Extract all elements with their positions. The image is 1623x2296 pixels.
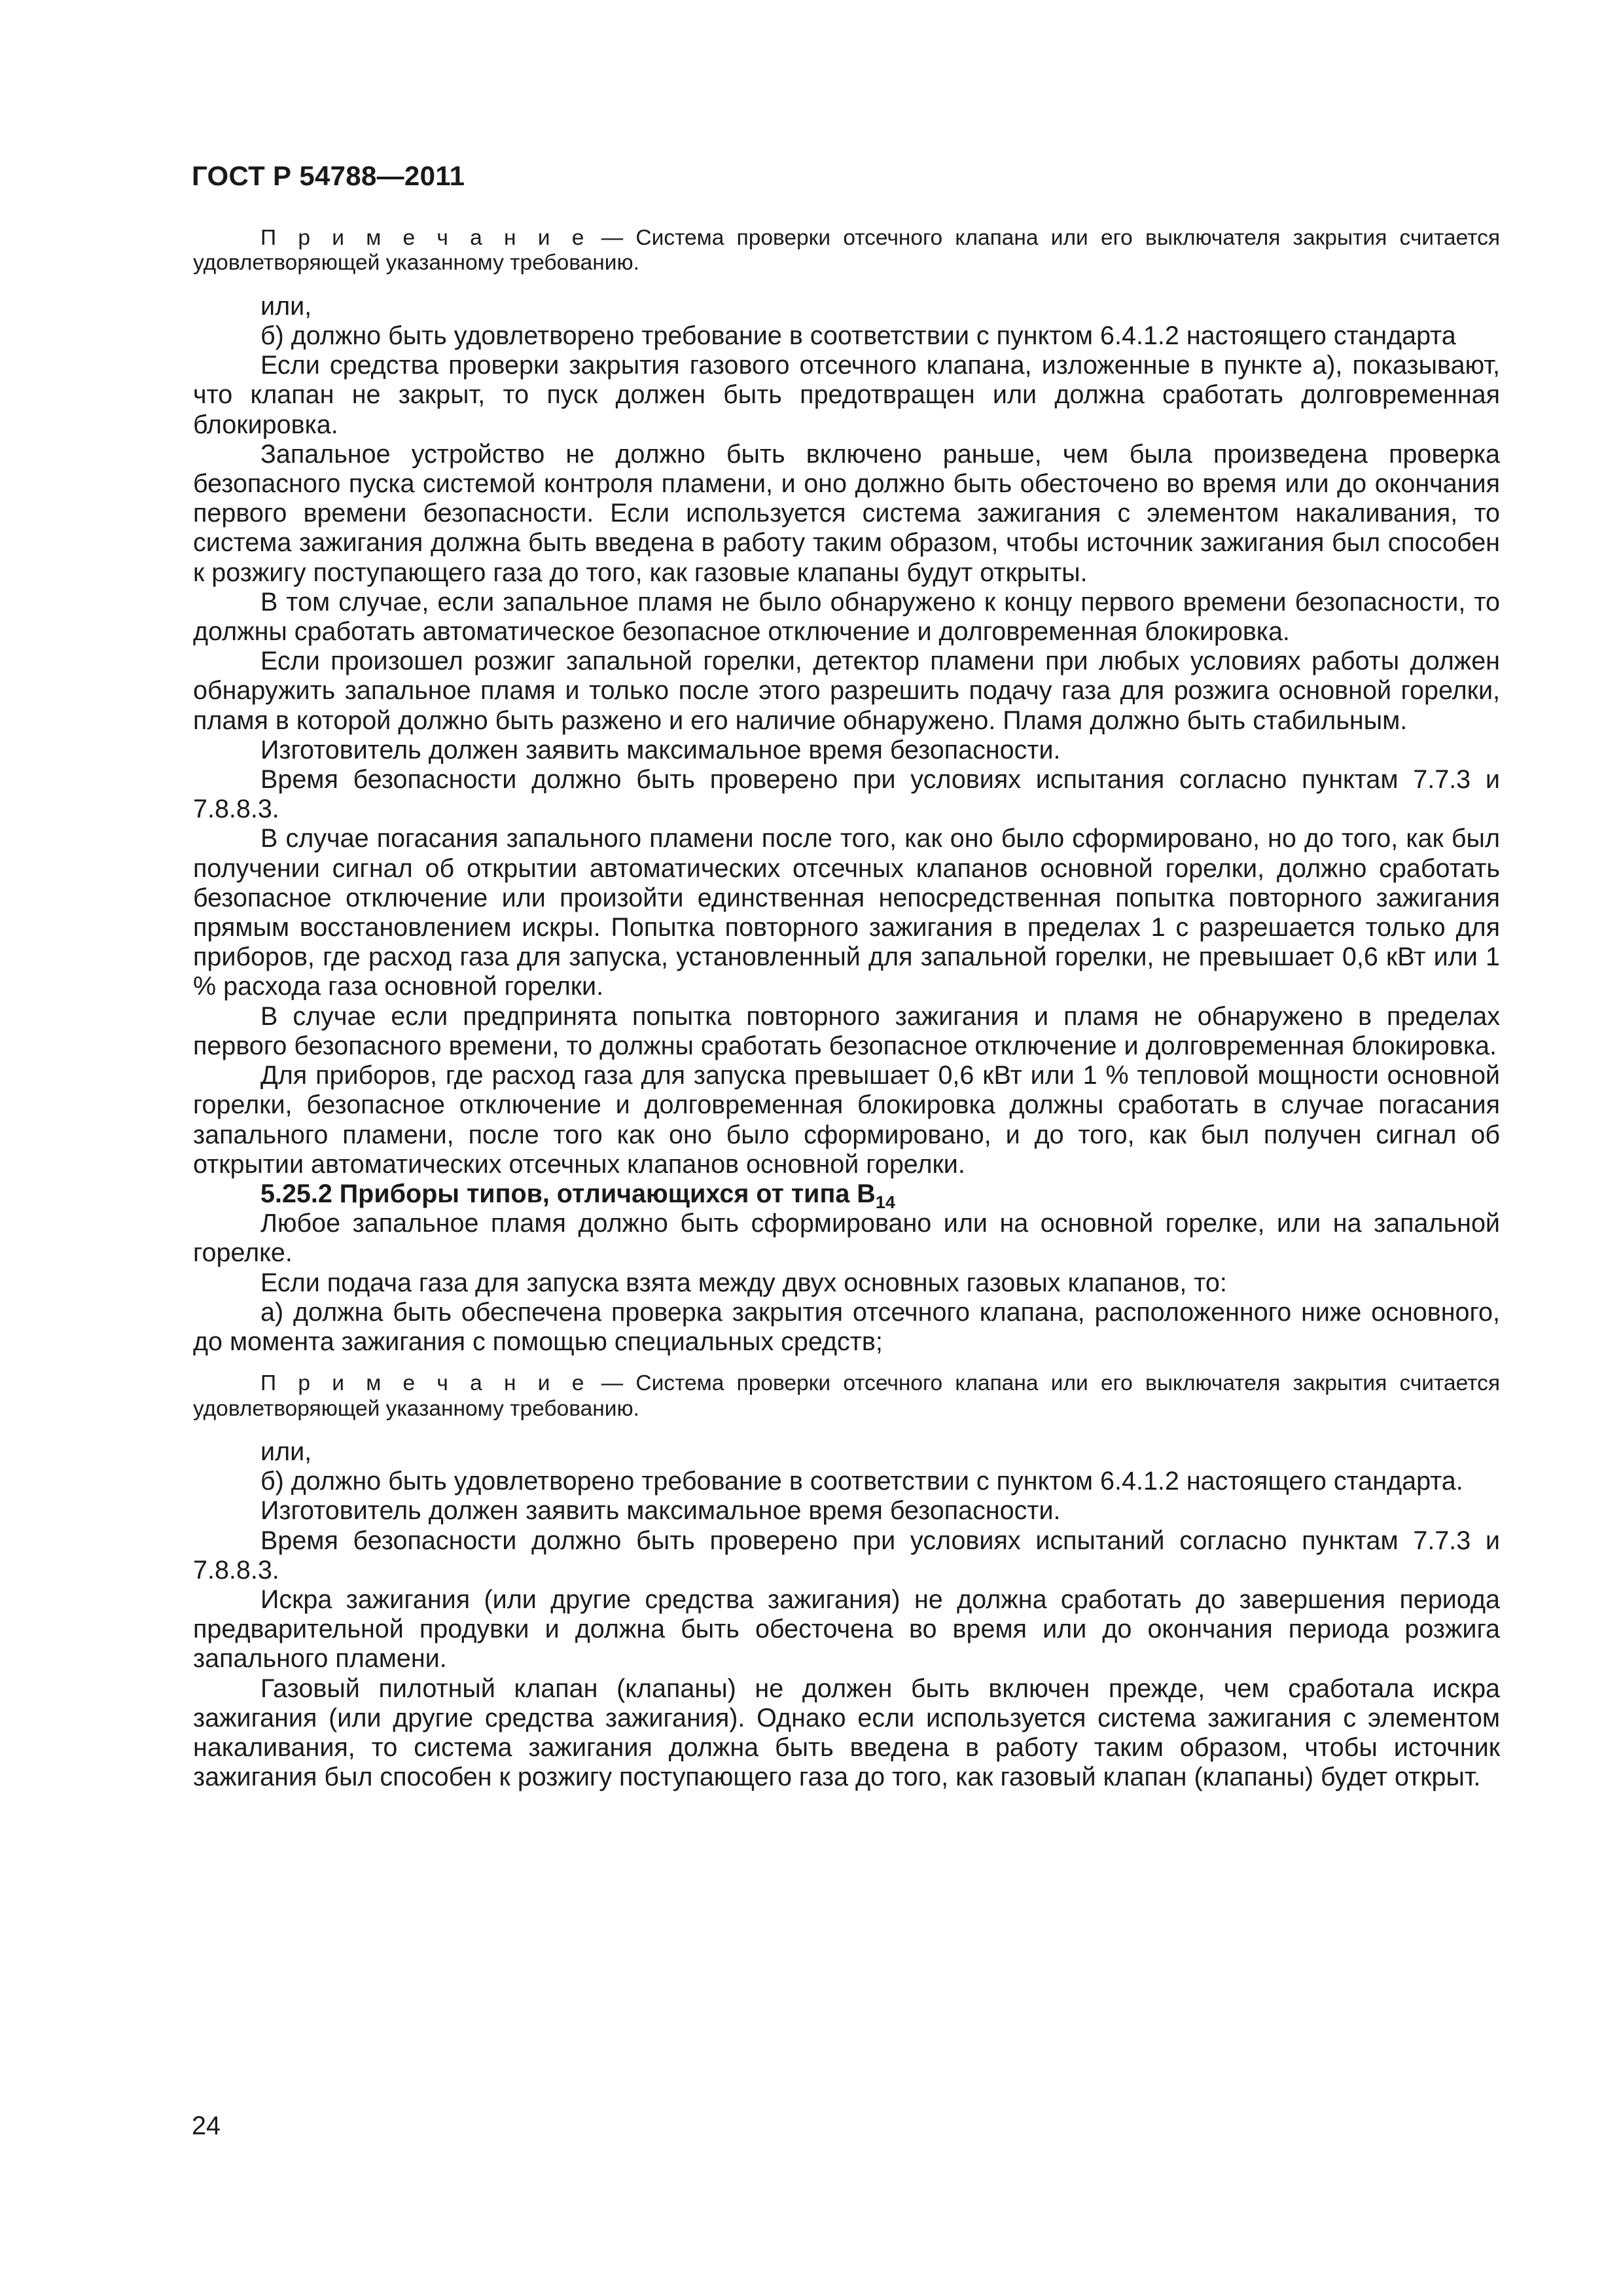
section-heading-text: 5.25.2 Приборы типов, отличающихся от типа В: [260, 1179, 876, 1208]
note-2-text: — Система проверки отсечного клапана или его выключателя закрытия считается удовлетворяющей указанному требованию.: [193, 1371, 1500, 1421]
paragraph-or-1: или,: [260, 291, 312, 321]
note-2-label: П р и м е ч а н и е: [260, 1371, 589, 1396]
paragraph-14: Время безопасности должно быть проверено при условиях испытаний согласно пунктам 7.7.3 и 7.8.8.3.: [193, 1526, 1500, 1585]
note-2: [193, 1371, 1500, 1422]
paragraph-13: Изготовитель должен заявить максимальное время безопасности.: [260, 1496, 1061, 1526]
paragraph-15: Искра зажигания (или другие средства зажигания) не должна сработать до завершения периода предварительной продувки и должна быть обесточена во время или до окончания периода розжига запального пламени.: [193, 1585, 1500, 1674]
paragraph-12: а) должна быть обеспечена проверка закрытия отсечного клапана, расположенного ниже основного, до момента зажигания с помощью специальных средств;: [193, 1297, 1500, 1356]
paragraph-or-2: или,: [260, 1437, 312, 1466]
paragraph-8: В случае если предпринята попытка повторного зажигания и пламя не обнаружено в пределах первого безопасного времени, то должны сработать безопасное отключение и долговременная блокировка.: [193, 1001, 1500, 1060]
paragraph-3: В том случае, если запальное пламя не было обнаружено к концу первого времени безопасности, то должны сработать автоматическое безопасное отключение и долговременная блокировка.: [193, 587, 1500, 647]
note-1: [193, 226, 1500, 276]
paragraph-11: Если подача газа для запуска взята между двух основных газовых клапанов, то:: [260, 1268, 1227, 1297]
page-number: 24: [192, 2111, 221, 2140]
note-1-label: П р и м е ч а н и е: [260, 226, 589, 250]
paragraph-10: Любое запальное пламя должно быть сформировано или на основной горелке, или на запальной горелке.: [193, 1209, 1500, 1268]
document-body: [193, 226, 1500, 1792]
paragraph-b-2: б) должно быть удовлетворено требование в соответствии с пунктом 6.4.1.2 настоящего стандарта.: [260, 1467, 1463, 1496]
paragraph-4: Если произошел розжиг запальной горелки, детектор пламени при любых условиях работы должен обнаружить запальное пламя и только после этого разрешить подачу газа для розжига основной горелки, пламя в которой должно быть разжено и его наличие обнаружено. Пламя должно быть стабильным.: [193, 647, 1500, 735]
paragraph-1: Если средства проверки закрытия газового отсечного клапана, изложенные в пункте а), показывают, что клапан не закрыт, то пуск должен быть предотвращен или должна сработать долговременная блокировка.: [193, 351, 1500, 439]
paragraph-2: Запальное устройство не должно быть включено раньше, чем была произведена проверка безопасного пуска системой контроля пламени, и оно должно быть обесточено во время или до окончания первого времени безопасности. Если используется система зажигания с элементом накаливания, то система зажигания должна быть введена в работу таким образом, чтобы источник зажигания был способен к розжигу поступающего газа до того, как газовые клапаны будут открыты.: [193, 439, 1500, 587]
paragraph-5: Изготовитель должен заявить максимальное время безопасности.: [260, 735, 1061, 764]
note-1-text: — Система проверки отсечного клапана или его выключателя закрытия считается удовлетворяющей указанному требованию.: [193, 226, 1500, 276]
paragraph-9: Для приборов, где расход газа для запуска превышает 0,6 кВт или 1 % тепловой мощности основной горелки, безопасное отключение и долговременная блокировка должны сработать в случае погасания запального пламени, после того как оно было сформировано, и до того, как был получен сигнал об открытии автоматических отсечных клапанов основной горелки.: [193, 1061, 1500, 1179]
paragraph-6: Время безопасности должно быть проверено при условиях испытания согласно пунктам 7.7.3 и 7.8.8.3.: [193, 765, 1500, 824]
paragraph-b-1: б) должно быть удовлетворено требование в соответствии с пунктом 6.4.1.2 настоящего стандарта: [260, 321, 1456, 351]
section-heading-subscript: 14: [875, 1192, 895, 1212]
section-heading: [193, 1179, 1500, 1212]
paragraph-16: Газовый пилотный клапан (клапаны) не должен быть включен прежде, чем сработала искра зажигания (или другие средства зажигания). Однако если используется система зажигания с элементом накаливания, то система зажигания должна быть введена в работу таким образом, чтобы источник зажигания был способен к розжигу поступающего газа до того, как газовый клапан (клапаны) будет открыт.: [193, 1674, 1500, 1792]
document-id-header: ГОСТ Р 54788—2011: [192, 160, 465, 191]
paragraph-7: В случае погасания запального пламени после того, как оно было сформировано, но до того, как был получении сигнал об открытии автоматических отсечных клапанов основной горелки, должно сработать безопасное отключение или произойти единственная непосредственная попытка повторного зажигания прямым восстановлением искры. Попытка повторного зажигания в пределах 1 с разрешается только для приборов, где расход газа для запуска, установленный для запальной горелки, не превышает 0,6 кВт или 1 % расхода газа основной горелки.: [193, 824, 1500, 1001]
